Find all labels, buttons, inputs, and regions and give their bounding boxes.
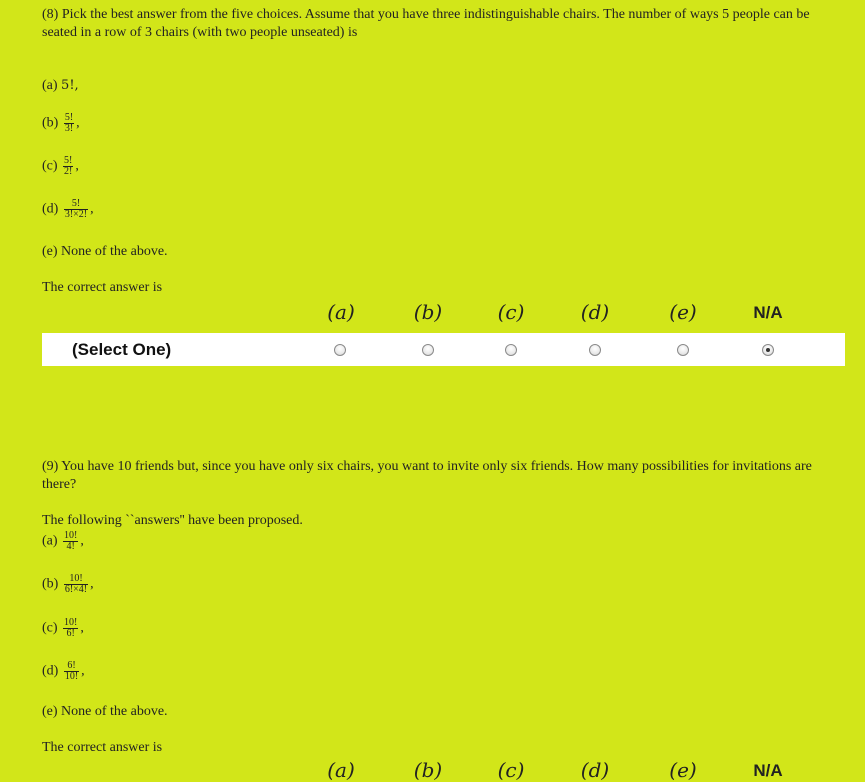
q8-radio-na[interactable] — [762, 344, 774, 356]
numerator: 10! — [64, 574, 88, 585]
q8-radio-c[interactable] — [505, 344, 517, 356]
separator: , — [81, 663, 85, 679]
q8-option-e: (e) None of the above. — [42, 244, 168, 259]
separator: , — [80, 533, 84, 549]
fraction — [64, 661, 79, 682]
q8-header-c: (c) — [497, 300, 525, 324]
separator: , — [76, 115, 80, 131]
numerator: 5! — [64, 199, 88, 210]
q9-option-d — [42, 661, 85, 682]
option-label: (c) — [42, 158, 58, 174]
q8-option-a — [42, 77, 79, 95]
fraction — [64, 574, 88, 595]
separator: , — [90, 576, 94, 592]
q9-proposed-label: The following ``answers'' have been proposed. — [42, 513, 303, 528]
q8-header-a: (a) — [327, 300, 355, 324]
fraction — [63, 531, 78, 552]
q9-option-b — [42, 574, 94, 595]
q8-radio-b[interactable] — [422, 344, 434, 356]
numerator: 5! — [64, 155, 73, 166]
q8-option-d — [42, 199, 94, 220]
fraction — [63, 156, 73, 177]
denominator: 3!×2! — [64, 209, 88, 220]
q8-radio-d[interactable] — [589, 344, 601, 356]
q8-header-b: (b) — [413, 300, 443, 324]
q9-header-b: (b) — [413, 758, 443, 782]
q8-radio-a[interactable] — [334, 344, 346, 356]
q8-option-b — [42, 113, 80, 134]
q9-option-c — [42, 618, 84, 639]
q9-option-e: (e) None of the above. — [42, 704, 168, 719]
fraction — [63, 618, 78, 639]
q9-correct-answer-label: The correct answer is — [42, 740, 163, 755]
q8-option-c — [42, 156, 79, 177]
separator: , — [80, 620, 84, 636]
q9-header-c: (c) — [497, 758, 525, 782]
q8-header-na: N/A — [753, 303, 783, 322]
fraction — [64, 113, 74, 134]
option-label: (d) — [42, 201, 59, 217]
q8-select-one-label: (Select One) — [72, 340, 172, 359]
option-label: (b) — [42, 576, 59, 592]
q9-header-d: (d) — [580, 758, 610, 782]
q8-header-d: (d) — [580, 300, 610, 324]
numerator: 10! — [64, 617, 78, 628]
separator: , — [75, 158, 79, 174]
denominator: 3! — [64, 123, 74, 134]
denominator: 6!×4! — [64, 584, 88, 595]
option-value: 5!, — [61, 78, 79, 93]
q9-option-a — [42, 531, 84, 552]
q9-header-a: (a) — [327, 758, 355, 782]
option-label: (a) — [42, 533, 58, 549]
option-label: (a) — [42, 78, 58, 93]
denominator: 6! — [66, 628, 75, 639]
option-label: (d) — [42, 663, 59, 679]
option-label: (b) — [42, 115, 59, 131]
denominator: 10! — [64, 671, 79, 682]
separator: , — [90, 201, 94, 217]
numerator: 6! — [64, 661, 79, 672]
fraction — [64, 199, 88, 220]
q9-header-na: N/A — [753, 761, 783, 780]
question-8-text: (8) Pick the best answer from the five choices. Assume that you have three indistinguishable chairs. The number of ways 5 people can be seated in a row of 3 chairs (with two people unseated) is — [42, 7, 810, 40]
q8-radio-e[interactable] — [677, 344, 689, 356]
denominator: 4! — [66, 541, 75, 552]
numerator: 10! — [64, 530, 78, 541]
question-9-text: (9) You have 10 friends but, since you have only six chairs, you want to invite only six friends. How many possibilities for invitations are there? — [42, 459, 812, 492]
q8-correct-answer-label: The correct answer is — [42, 280, 163, 295]
q8-header-e: (e) — [669, 300, 697, 324]
option-label: (c) — [42, 620, 58, 636]
numerator: 5! — [64, 112, 74, 123]
q9-header-e: (e) — [669, 758, 697, 782]
denominator: 2! — [64, 166, 73, 177]
